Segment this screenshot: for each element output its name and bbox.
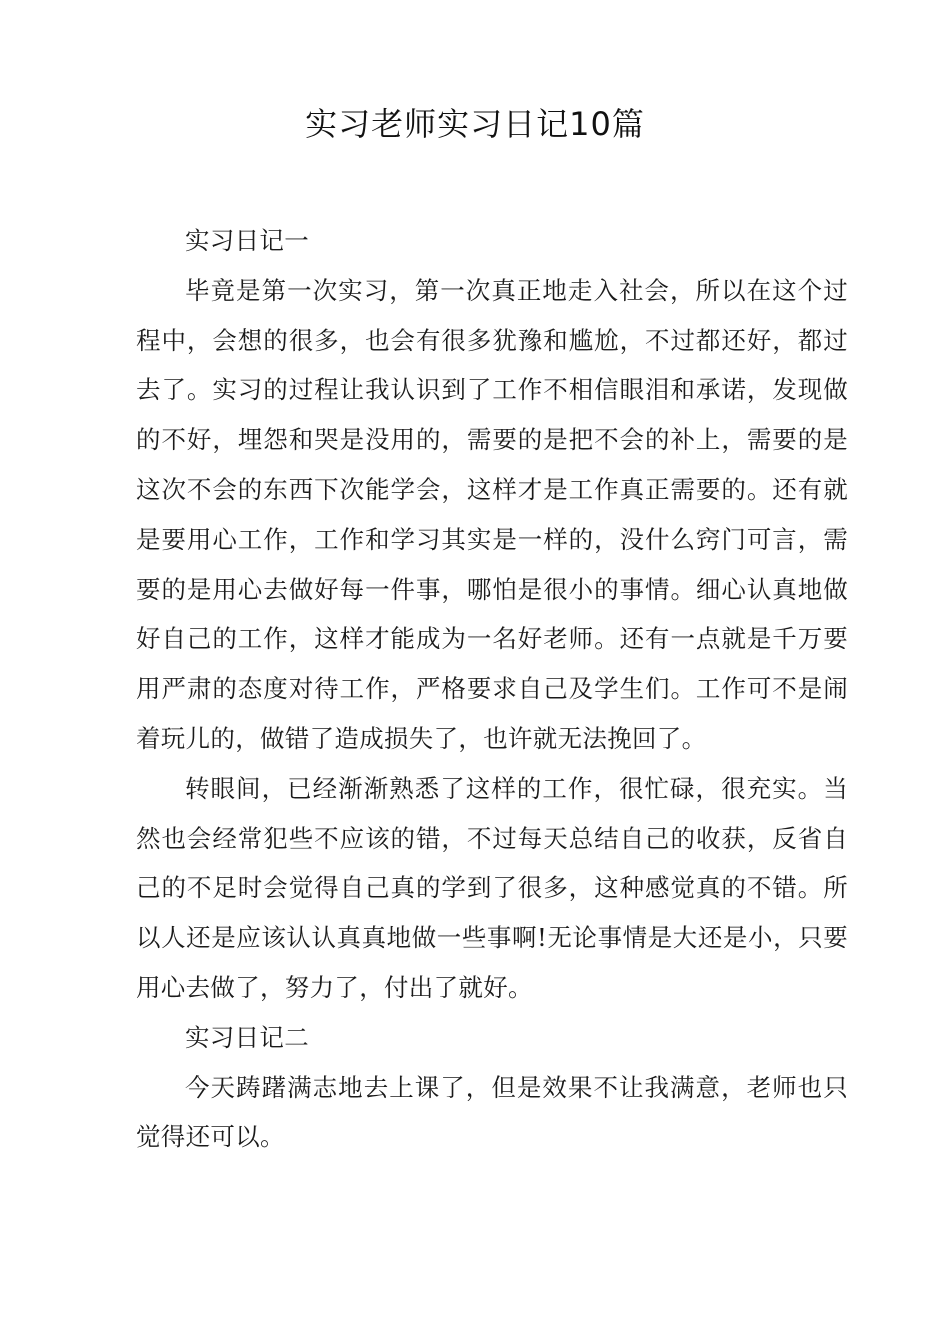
- section-heading-2: 实习日记二: [185, 1022, 309, 1052]
- section-heading-1: 实习日记一: [185, 226, 309, 255]
- paragraph: 毕竟是第一次实习，第一次真正地走入社会，所以在这个过程中，会想的很多，也会有很多犹豫和尴尬，不过都还好，都过去了。实习的过程让我认识到了工作不相信眼泪和承诺，发现做的不好，埋怨和哭是没用的，需要的是把不会的补上，需要的是这次不会的东西下次能学会，这样才是工作真正需要的。还有就是要用心工作，工作和学习其实是一样的，没什么窍门可言，需要的是用心去做好每一件事，哪怕是很小的事情。细心认真地做好自己的工作，这样才能成为一名好老师。还有一点就是千万要用严肃的态度对待工作，严格要求自己及学生们。工作可不是闹着玩儿的，做错了造成损失了，也许就无法挽回了。: [136, 275, 848, 753]
- paragraph: 转眼间，已经渐渐熟悉了这样的工作，很忙碌，很充实。当然也会经常犯些不应该的错，不过每天总结自己的收获，反省自己的不足时会觉得自己真的学到了很多，这种感觉真的不错。所以人还是应该认认真真地做一些事啊!无论事情是大还是小，只要用心去做了，努力了，付出了就好。: [136, 773, 848, 1002]
- paragraph: 今天踌躇满志地去上课了，但是效果不让我满意，老师也只觉得还可以。: [136, 1072, 848, 1152]
- document-body: [136, 216, 848, 1162]
- document-title: 实习老师实习日记10篇: [305, 105, 645, 143]
